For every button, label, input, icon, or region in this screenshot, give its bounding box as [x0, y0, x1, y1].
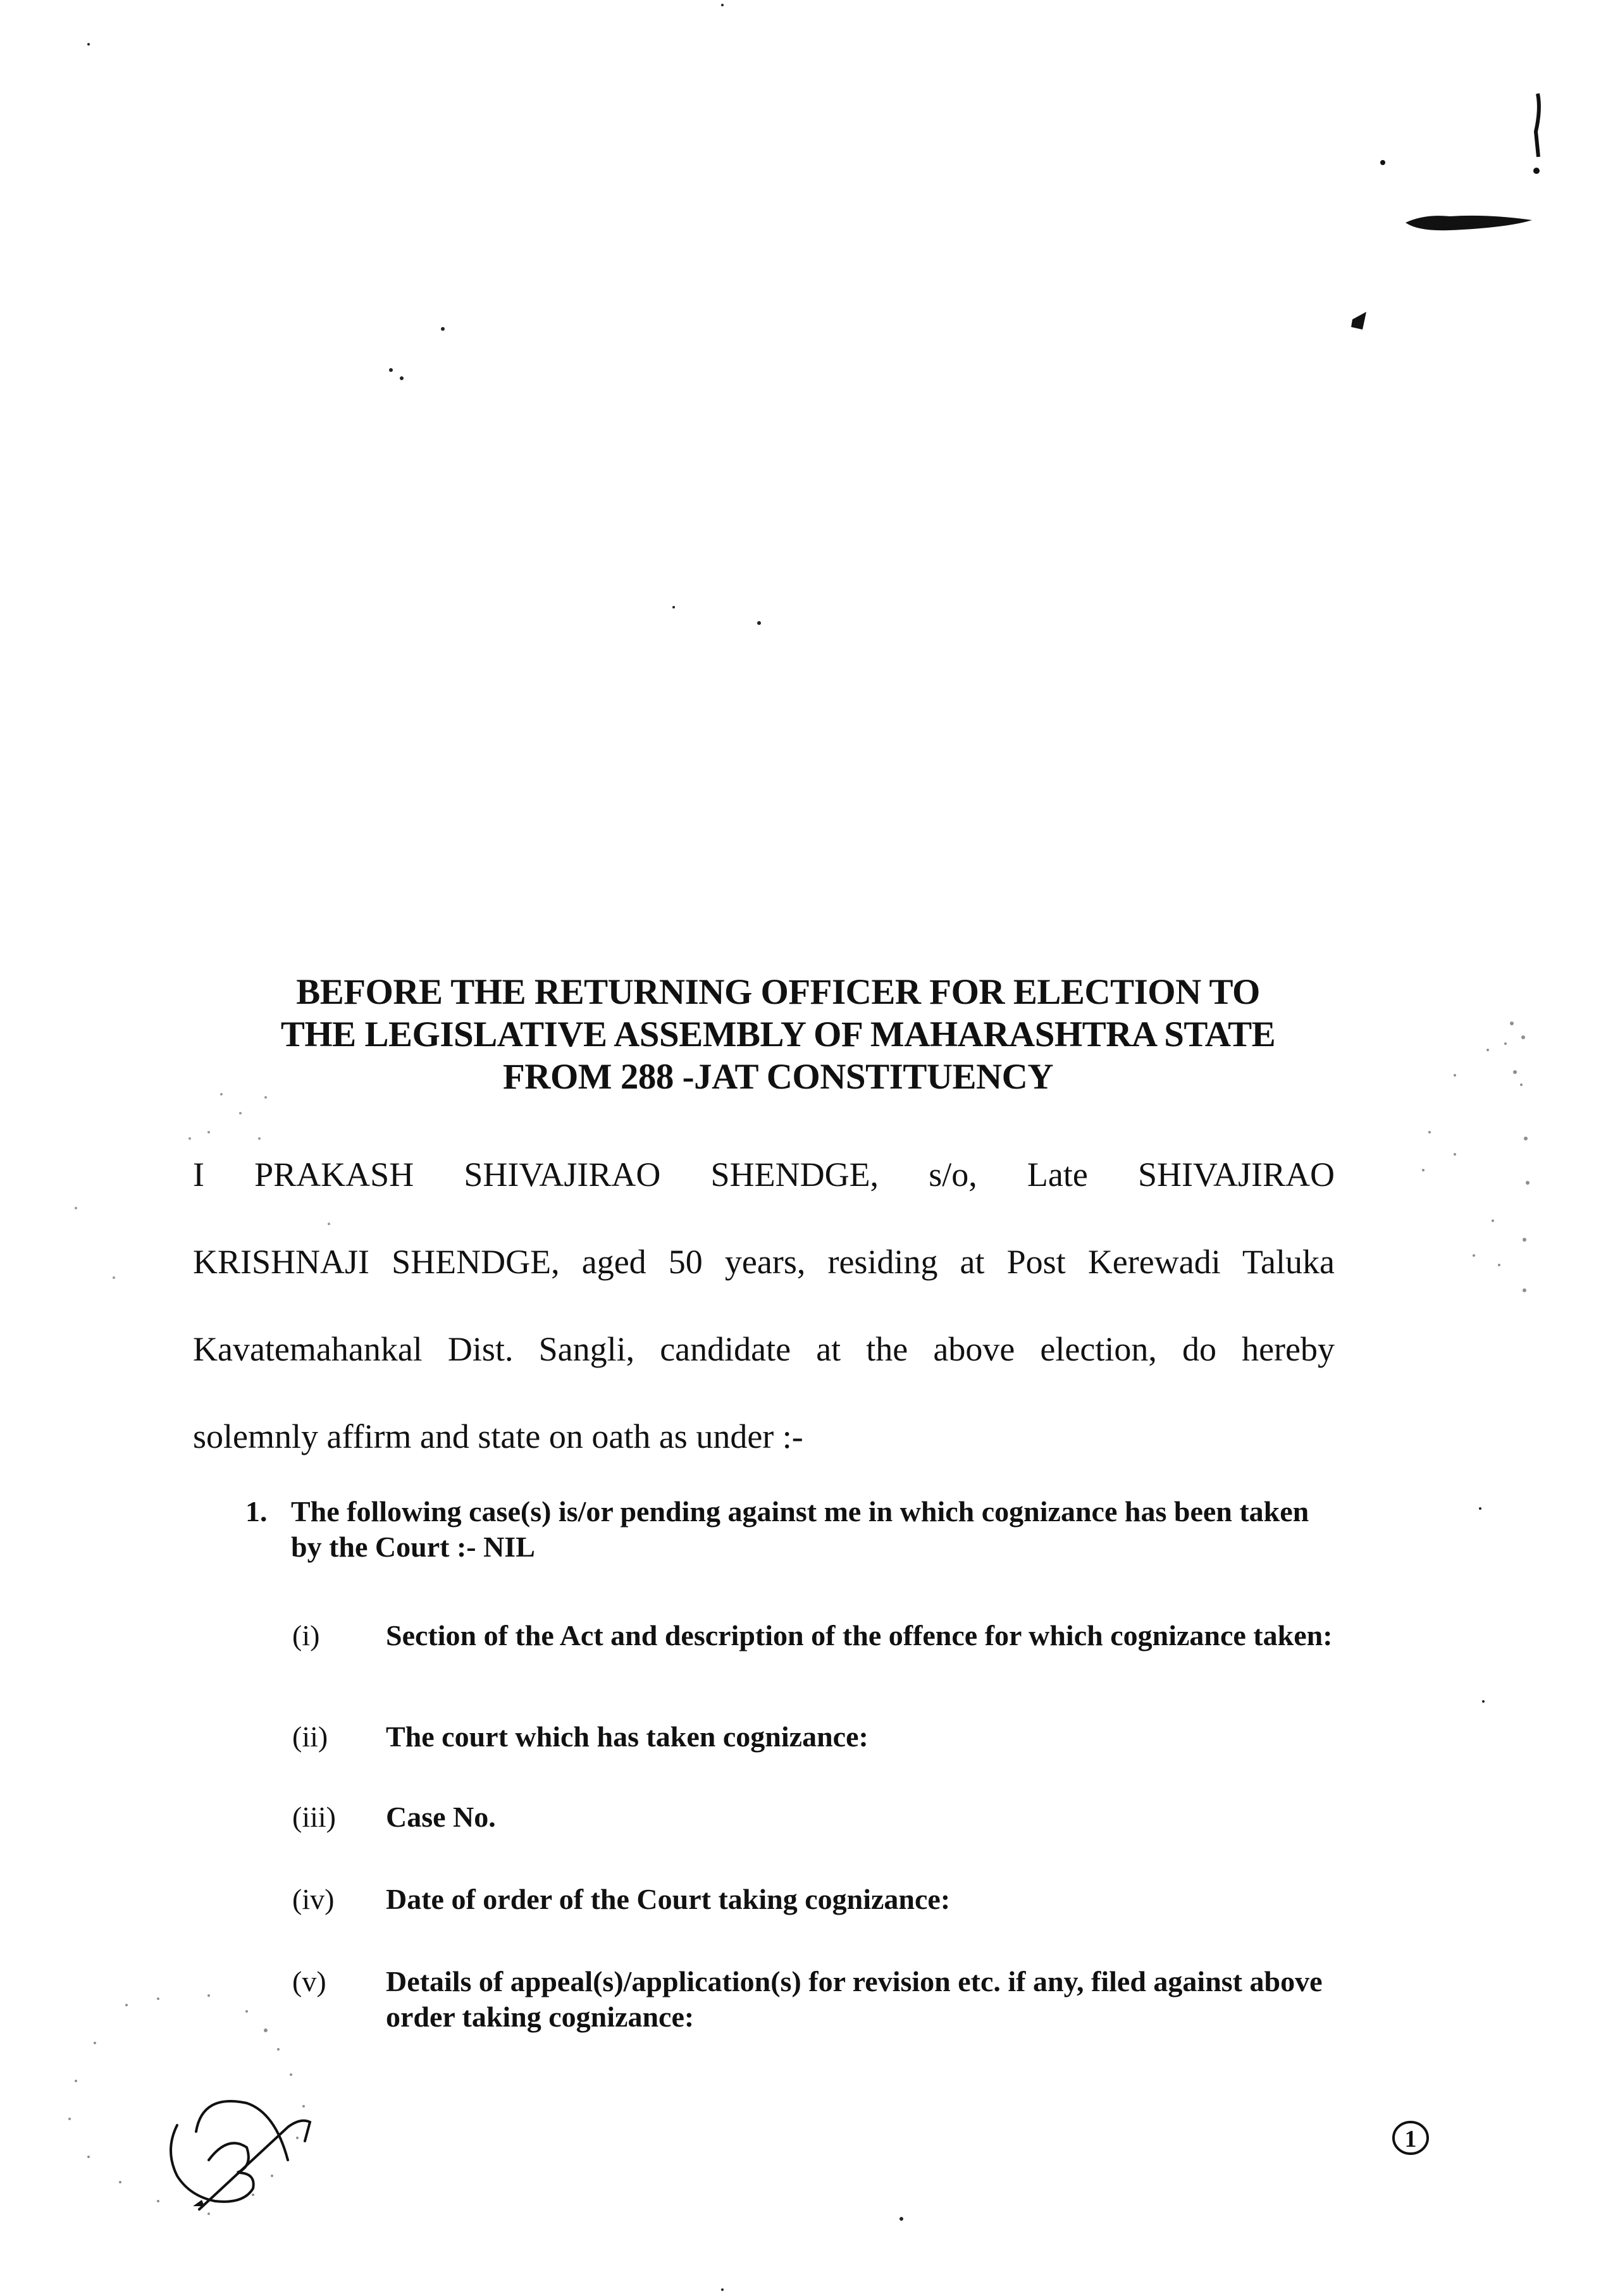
paragraph-line-1: I PRAKASH SHIVAJIRAO SHENDGE, s/o, Late SHIVAJIRAO	[193, 1156, 1335, 1194]
sub-item-text: Date of order of the Court taking cognizance:	[386, 1883, 951, 1915]
sub-item-marker: (iii)	[292, 1801, 336, 1833]
sub-item-text: Case No.	[386, 1801, 496, 1833]
sub-item-marker: (ii)	[292, 1720, 328, 1753]
paragraph-line-4: solemnly affirm and state on oath as under :-	[193, 1417, 803, 1455]
sub-item-text: Section of the Act and description of the offence for which cognizance taken:	[386, 1619, 1333, 1651]
item-number: 1.	[245, 1495, 268, 1528]
paragraph-line-2: KRISHNAJI SHENDGE, aged 50 years, residing at Post Kerewadi Taluka	[193, 1243, 1335, 1281]
heading-line-3: FROM 288 -JAT CONSTITUENCY	[502, 1057, 1054, 1097]
sub-item-marker: (v)	[292, 1965, 326, 1997]
signature-with-seal	[68, 1994, 310, 2215]
page-number: 1	[1404, 2126, 1417, 2152]
sub-item-marker: (iv)	[292, 1883, 335, 1915]
affidavit-paragraph	[193, 1131, 1335, 1480]
heading-line-1: BEFORE THE RETURNING OFFICER FOR ELECTION TO	[296, 972, 1260, 1012]
document-heading	[190, 971, 1366, 1098]
heading-line-2: THE LEGISLATIVE ASSEMBLY OF MAHARASHTRA STATE	[280, 1015, 1276, 1054]
item-text: The following case(s) is/or pending against me in which cognizance has been taken by the Court :- NIL	[291, 1495, 1309, 1563]
faded-stamp-right	[1422, 1021, 1530, 1292]
paragraph-line-3: Kavatemahankal Dist. Sangli, candidate at the above election, do hereby	[193, 1330, 1335, 1368]
page-number-mark	[1394, 2122, 1428, 2154]
ink-scribble-mark	[1351, 94, 1540, 330]
sub-item-text: Details of appeal(s)/application(s) for revision etc. if any, filed against above order taking cognizance:	[386, 1965, 1323, 2033]
sub-item-marker: (i)	[292, 1619, 320, 1651]
sub-item-text: The court which has taken cognizance:	[386, 1720, 868, 1753]
